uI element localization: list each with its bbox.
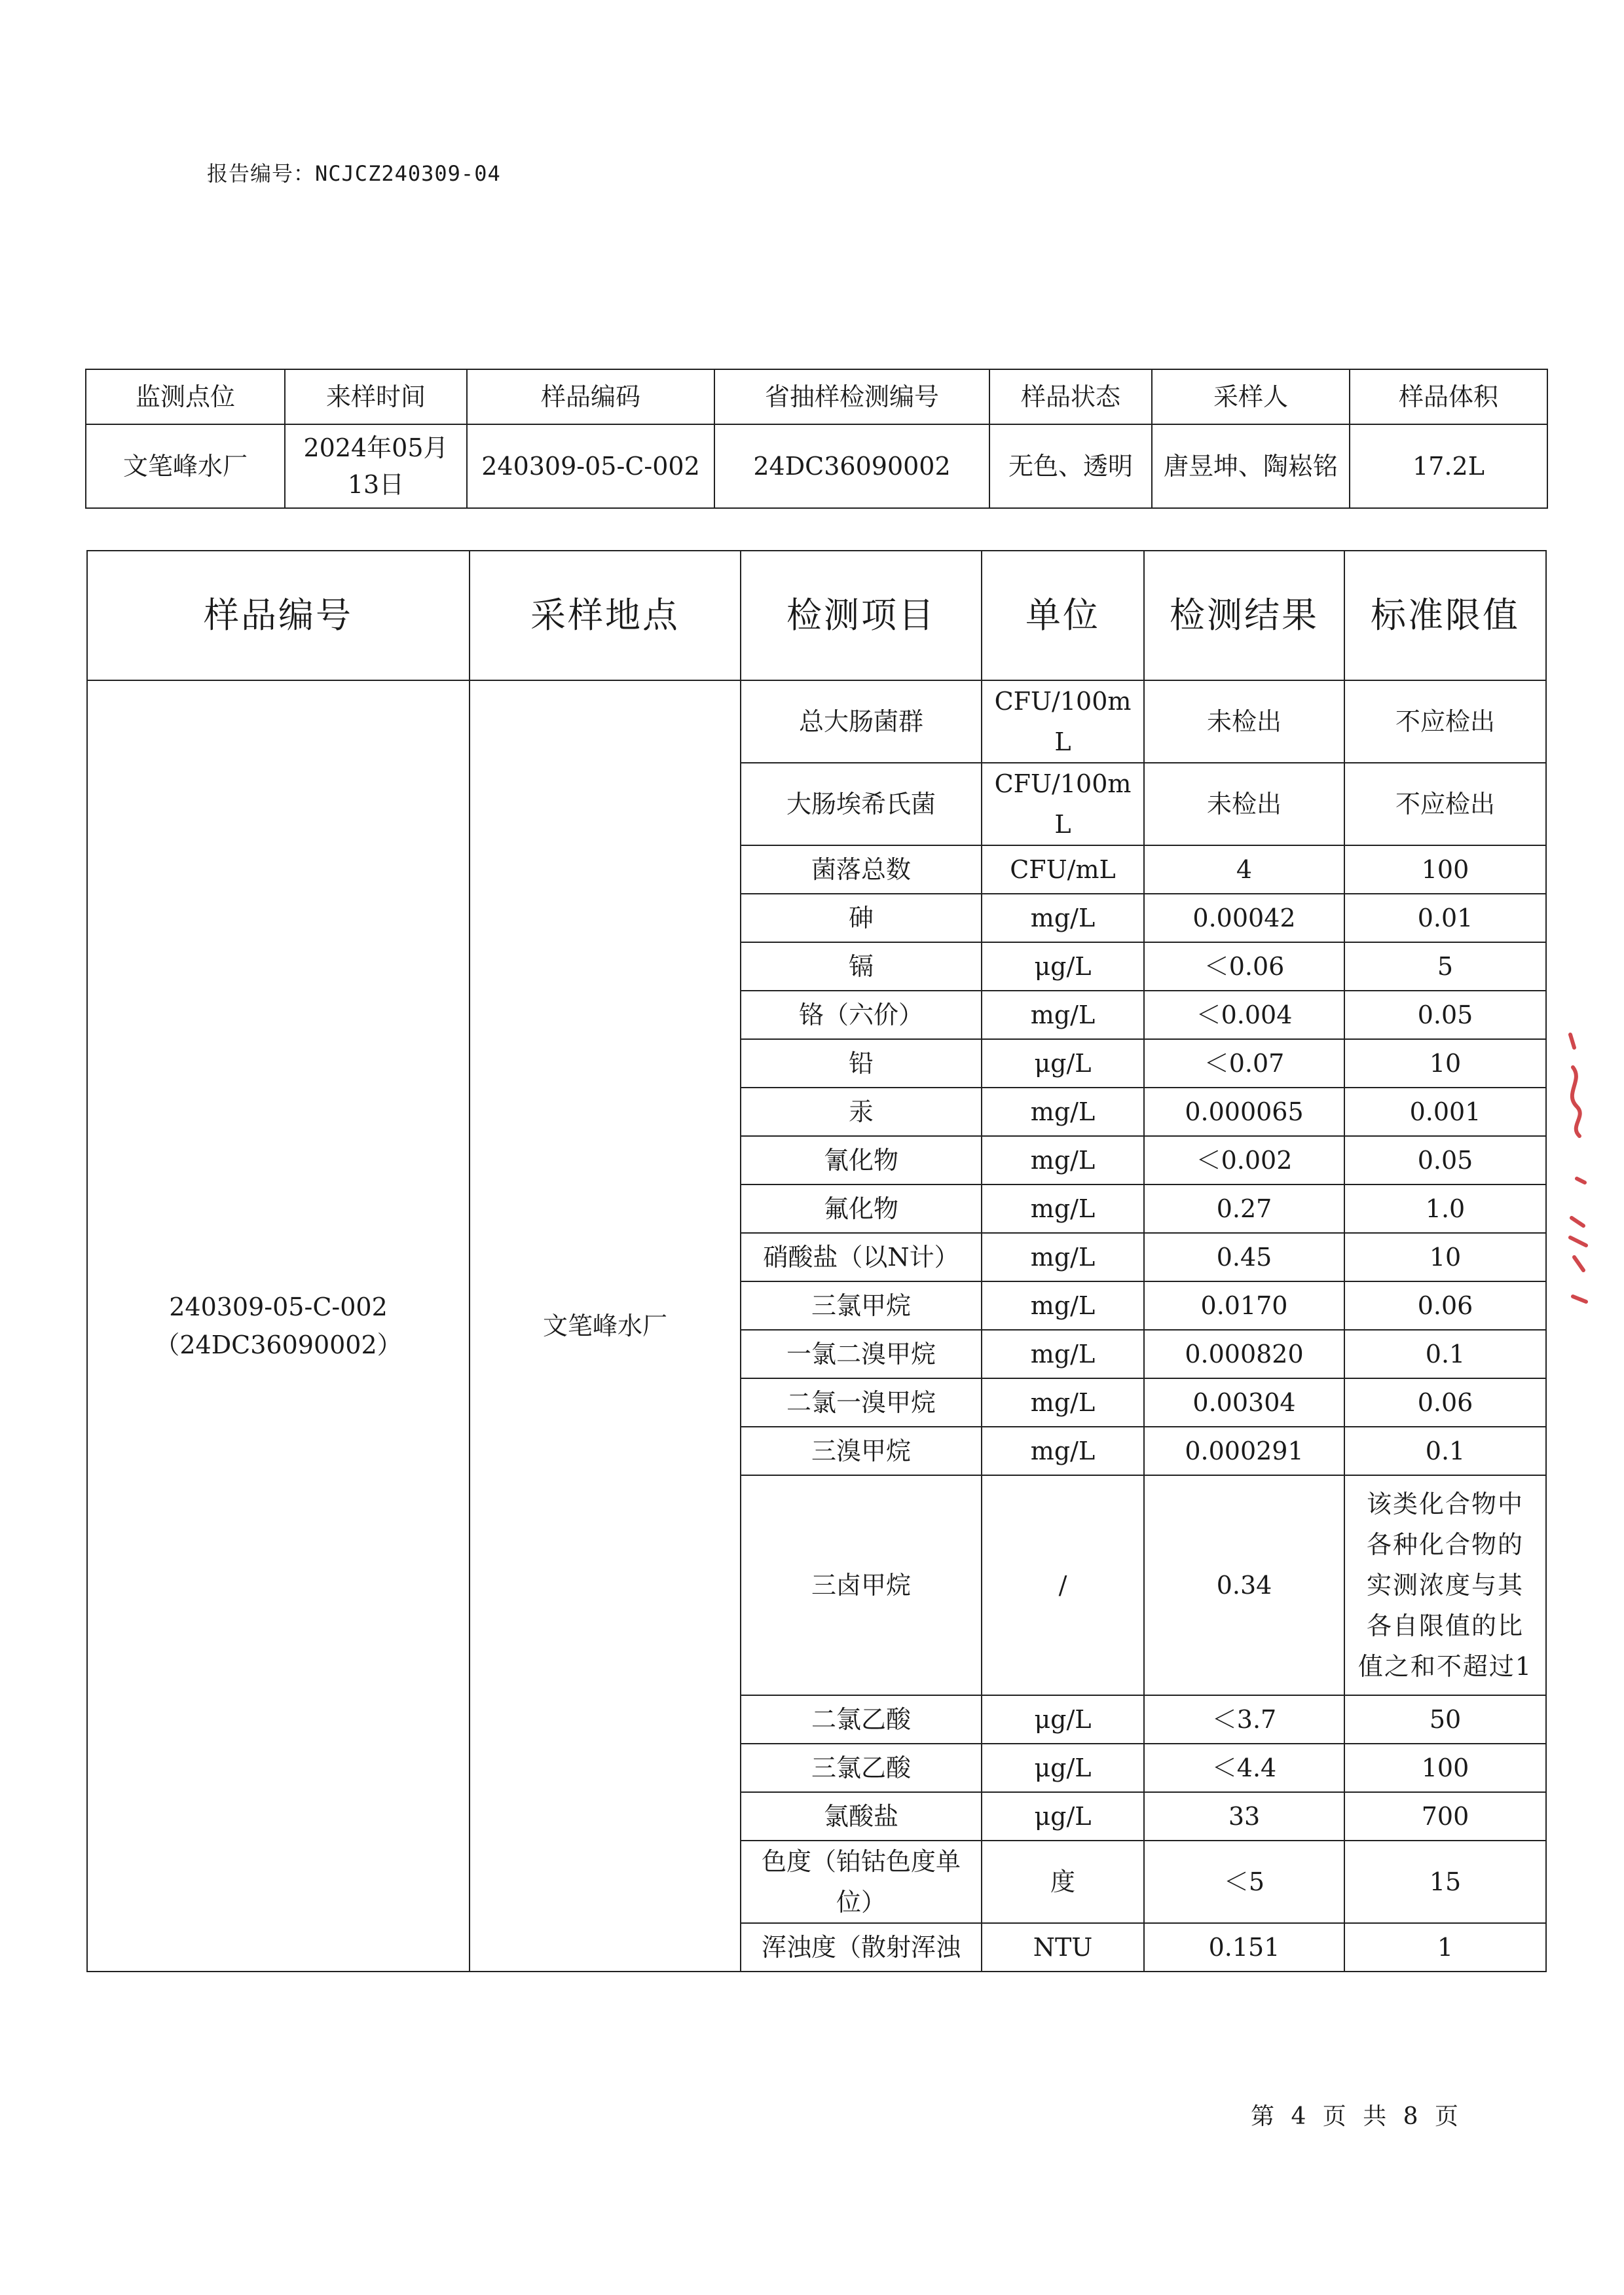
result-unit-cell: mg/L — [982, 991, 1144, 1039]
result-result-cell: ＜3.7 — [1144, 1695, 1344, 1744]
result-limit-cell: 50 — [1344, 1695, 1546, 1744]
sample-id: 240309-05-C-002 — [169, 1293, 388, 1321]
result-item-cell: 铅 — [741, 1039, 982, 1088]
result-unit-cell: mg/L — [982, 1184, 1144, 1233]
result-item-cell: 一氯二溴甲烷 — [741, 1330, 982, 1378]
result-item-cell: 三氯乙酸 — [741, 1744, 982, 1792]
info-header-cell: 监测点位 — [86, 369, 285, 424]
result-result-cell: 0.34 — [1144, 1475, 1344, 1695]
result-limit-cell: 10 — [1344, 1039, 1546, 1088]
test-results-table — [86, 550, 1547, 1972]
info-value-cell: 17.2L — [1350, 424, 1547, 508]
result-unit-cell: 度 — [982, 1841, 1144, 1923]
result-result-cell: ＜0.002 — [1144, 1136, 1344, 1184]
result-result-cell: 0.151 — [1144, 1923, 1344, 1972]
result-result-cell: ＜0.06 — [1144, 942, 1344, 991]
result-result-cell: 4 — [1144, 845, 1344, 894]
result-result-cell: 33 — [1144, 1792, 1344, 1841]
result-limit-cell: 0.1 — [1344, 1330, 1546, 1378]
results-header-cell: 检测项目 — [741, 551, 982, 680]
result-limit-cell: 100 — [1344, 1744, 1546, 1792]
info-header-cell: 样品体积 — [1350, 369, 1547, 424]
result-item-cell: 三卤甲烷 — [741, 1475, 982, 1695]
info-value-cell: 240309-05-C-002 — [467, 424, 714, 508]
result-item-cell: 氟化物 — [741, 1184, 982, 1233]
info-value-cell: 无色、透明 — [989, 424, 1152, 508]
result-item-cell: 菌落总数 — [741, 845, 982, 894]
result-result-cell: 未检出 — [1144, 763, 1344, 845]
info-value-cell: 文笔峰水厂 — [86, 424, 285, 508]
result-item-cell: 总大肠菌群 — [741, 680, 982, 763]
result-unit-cell: μg/L — [982, 1744, 1144, 1792]
result-result-cell: 0.0170 — [1144, 1281, 1344, 1330]
result-result-cell: 0.00304 — [1144, 1378, 1344, 1427]
result-unit-cell: mg/L — [982, 1136, 1144, 1184]
result-result-cell: ＜0.004 — [1144, 991, 1344, 1039]
results-header-cell: 标准限值 — [1344, 551, 1546, 680]
result-unit-cell: CFU/mL — [982, 845, 1144, 894]
result-unit-cell: μg/L — [982, 1695, 1144, 1744]
sample-id-cell — [87, 680, 470, 1972]
info-value-cell: 2024年05月13日 — [285, 424, 467, 508]
result-limit-cell: 1.0 — [1344, 1184, 1546, 1233]
result-unit-cell: / — [982, 1475, 1144, 1695]
result-item-cell: 硝酸盐（以N计） — [741, 1233, 982, 1281]
result-unit-cell: CFU/100mL — [982, 763, 1144, 845]
result-limit-cell: 不应检出 — [1344, 763, 1546, 845]
results-header-cell: 单位 — [982, 551, 1144, 680]
sampling-location-cell: 文笔峰水厂 — [470, 680, 741, 1972]
result-result-cell: 0.000065 — [1144, 1088, 1344, 1136]
result-item-cell: 三溴甲烷 — [741, 1427, 982, 1475]
result-item-cell: 三氯甲烷 — [741, 1281, 982, 1330]
result-limit-cell: 5 — [1344, 942, 1546, 991]
result-limit-cell: 15 — [1344, 1841, 1546, 1923]
result-item-cell: 色度（铂钴色度单位） — [741, 1841, 982, 1923]
info-header-cell: 采样人 — [1152, 369, 1350, 424]
result-result-cell: 0.000820 — [1144, 1330, 1344, 1378]
report-number: 报告编号：NCJCZ240309-04 — [207, 161, 501, 186]
result-limit-cell: 0.05 — [1344, 1136, 1546, 1184]
result-limit-cell: 该类化合物中各种化合物的实测浓度与其各自限值的比值之和不超过1 — [1344, 1475, 1546, 1695]
result-result-cell: ＜5 — [1144, 1841, 1344, 1923]
result-unit-cell: mg/L — [982, 1233, 1144, 1281]
info-header-cell: 样品编码 — [467, 369, 714, 424]
result-unit-cell: NTU — [982, 1923, 1144, 1972]
info-header-cell: 来样时间 — [285, 369, 467, 424]
result-limit-cell: 0.06 — [1344, 1281, 1546, 1330]
results-header-row — [87, 551, 1546, 680]
result-result-cell: 0.00042 — [1144, 894, 1344, 942]
result-result-cell: ＜0.07 — [1144, 1039, 1344, 1088]
info-value-cell: 24DC36090002 — [714, 424, 989, 508]
result-unit-cell: mg/L — [982, 1330, 1144, 1378]
result-item-cell: 氯酸盐 — [741, 1792, 982, 1841]
info-header-row — [86, 369, 1547, 424]
result-item-cell: 镉 — [741, 942, 982, 991]
result-item-cell: 二氯一溴甲烷 — [741, 1378, 982, 1427]
info-header-cell: 样品状态 — [989, 369, 1152, 424]
sample-id-alt: （24DC36090002） — [155, 1331, 402, 1359]
result-unit-cell: mg/L — [982, 1427, 1144, 1475]
result-limit-cell: 1 — [1344, 1923, 1546, 1972]
result-item-cell: 大肠埃希氏菌 — [741, 763, 982, 845]
result-limit-cell: 10 — [1344, 1233, 1546, 1281]
page-footer: 第 4 页 共 8 页 — [1251, 2103, 1459, 2130]
result-unit-cell: μg/L — [982, 942, 1144, 991]
info-value-cell: 唐昱坤、陶崧铭 — [1152, 424, 1350, 508]
result-limit-cell: 0.001 — [1344, 1088, 1546, 1136]
result-item-cell: 浑浊度（散射浑浊 — [741, 1923, 982, 1972]
result-limit-cell: 不应检出 — [1344, 680, 1546, 763]
result-unit-cell: μg/L — [982, 1039, 1144, 1088]
result-unit-cell: mg/L — [982, 1088, 1144, 1136]
result-item-cell: 二氯乙酸 — [741, 1695, 982, 1744]
results-header-cell: 检测结果 — [1144, 551, 1344, 680]
results-header-cell: 样品编号 — [87, 551, 470, 680]
result-unit-cell: μg/L — [982, 1792, 1144, 1841]
result-item-cell: 氰化物 — [741, 1136, 982, 1184]
result-item-cell: 铬（六价） — [741, 991, 982, 1039]
result-result-cell: 未检出 — [1144, 680, 1344, 763]
result-unit-cell: CFU/100mL — [982, 680, 1144, 763]
result-result-cell: 0.000291 — [1144, 1427, 1344, 1475]
result-limit-cell: 0.05 — [1344, 991, 1546, 1039]
result-result-cell: ＜4.4 — [1144, 1744, 1344, 1792]
result-unit-cell: mg/L — [982, 894, 1144, 942]
result-result-cell: 0.27 — [1144, 1184, 1344, 1233]
result-limit-cell: 100 — [1344, 845, 1546, 894]
red-seal-stamp-icon — [1557, 1021, 1596, 1323]
info-header-cell: 省抽样检测编号 — [714, 369, 989, 424]
info-value-row — [86, 424, 1547, 508]
result-unit-cell: mg/L — [982, 1281, 1144, 1330]
result-limit-cell: 0.06 — [1344, 1378, 1546, 1427]
result-unit-cell: mg/L — [982, 1378, 1144, 1427]
result-limit-cell: 0.1 — [1344, 1427, 1546, 1475]
result-row — [87, 680, 1546, 763]
result-item-cell: 汞 — [741, 1088, 982, 1136]
result-limit-cell: 0.01 — [1344, 894, 1546, 942]
result-item-cell: 砷 — [741, 894, 982, 942]
result-result-cell: 0.45 — [1144, 1233, 1344, 1281]
results-header-cell: 采样地点 — [470, 551, 741, 680]
sample-info-table — [85, 369, 1548, 509]
result-limit-cell: 700 — [1344, 1792, 1546, 1841]
